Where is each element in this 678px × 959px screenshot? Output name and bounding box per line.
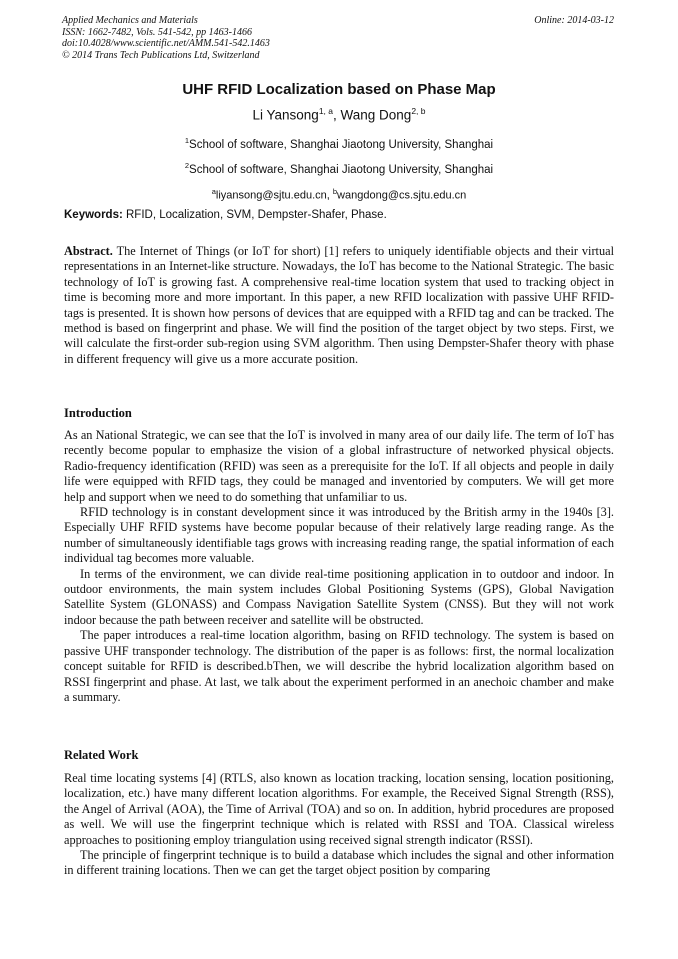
paper-title: UHF RFID Localization based on Phase Map bbox=[182, 81, 496, 98]
affiliation-text: School of software, Shanghai Jiaotong University, Shanghai bbox=[189, 138, 494, 151]
email-superscript: a bbox=[211, 187, 216, 197]
author-name: Li Yansong bbox=[252, 107, 319, 123]
email-separator: , bbox=[326, 189, 333, 202]
doi-line: doi:10.4028/www.scientific.net/AMM.541-542.1463 bbox=[62, 38, 270, 50]
paragraph: Real time locating systems [4] (RTLS, also known as location tracking, location sensing, location positioning, localization, etc.) have many different location algorithms. For example, the Received Signal Strength (RSS), the Angel of Arrival (AOA), the Time of Arrival (TOA) and so on. In addition, hybrid procedures are proposed as well. We will use the fingerprint technique which is related with RSSI and TOA. Classical wireless approaches to positioning employ triangulation using received signal strength indicator (RSSI). bbox=[64, 771, 614, 847]
online-date bbox=[534, 15, 614, 27]
paragraph: RFID technology is in constant development since it was introduced by the British army in the 1940s [3]. Especially UHF RFID systems have become popular because of their relatively large reading range. As the number of simultaneously identifiable tags grows with increasing reading range, the spatial information of each individual tag becomes more valuable. bbox=[64, 505, 614, 566]
author-line bbox=[62, 101, 616, 126]
keywords-text: RFID, Localization, SVM, Dempster-Shafer, Phase. bbox=[126, 209, 387, 221]
keywords-label: Keywords: bbox=[64, 209, 123, 221]
title-block bbox=[62, 80, 616, 203]
section-heading-introduction: Introduction bbox=[64, 406, 132, 420]
author-name: Wang Dong bbox=[340, 107, 412, 123]
paragraph: The paper introduces a real-time location algorithm, basing on RFID technology. The system is based on passive UHF transponder technology. The distribution of the paper is as follows: first, the normal localization concept suitable for RFID is described.bThen, we will describe the hybrid localization algorithm based on RSSI fingerprint and phase. At last, we talk about the experiment performed in an anechoic chamber and make a summary. bbox=[64, 628, 614, 704]
issn-line: ISSN: 1662-7482, Vols. 541-542, pp 1463-1466 bbox=[62, 26, 252, 38]
author-superscript: 1, a bbox=[318, 106, 333, 116]
introduction-body bbox=[64, 428, 614, 705]
online-date-text: Online: 2014-03-12 bbox=[534, 15, 614, 26]
affiliation-superscript: 1 bbox=[184, 135, 190, 145]
abstract bbox=[64, 244, 614, 367]
related-work-body bbox=[64, 771, 614, 879]
abstract-text: The Internet of Things (or IoT for short) [1] refers to uniquely identifiable objects and their virtual representations in an Internet-like structure. Nowadays, the IoT has become to the National Strategic. The basic technology of IoT is growing fast. A comprehensive real-time location system that used to tracking object in time is becoming more and more important. In this paper, a new RFID localization with passive UHF RFID-tags is presented. It is shown how persons of devices that are equipped with a RFID tag and can be tracked. The method is based on fingerprint and phase. We will find the position of the target object by two steps. First, we will calculate the first-order sub-region using SVM algorithm. Then using Dempster-Shafer theory with phase in different frequency will give us a more accurate position. bbox=[64, 244, 614, 366]
copyright-line: © 2014 Trans Tech Publications Ltd, Switzerland bbox=[62, 49, 260, 61]
affiliation-text: School of software, Shanghai Jiaotong University, Shanghai bbox=[189, 164, 494, 177]
affiliation-superscript: 2 bbox=[184, 161, 190, 171]
email-superscript: b bbox=[332, 187, 338, 197]
affiliation-1 bbox=[62, 134, 616, 152]
keywords bbox=[64, 208, 616, 222]
email-line bbox=[62, 185, 616, 203]
paragraph: As an National Strategic, we can see that the IoT is involved in many area of our daily life. The term of IoT has recently become popular to emphasize the vision of a global infrastructure of networked physical objects. Radio-frequency identification (RFID) was seen as a prerequisite for the IoT. If all objects and people in daily life were equipped with RFID tags, they could be managed and inventoried by computers. We will get more help and support when we need to do something that unfamiliar to us. bbox=[64, 428, 614, 504]
journal-header bbox=[62, 15, 270, 61]
abstract-label: Abstract. bbox=[64, 244, 113, 258]
section-heading-related-work: Related Work bbox=[64, 748, 139, 762]
author-superscript: 2, b bbox=[411, 106, 426, 116]
abstract-paragraph bbox=[64, 244, 614, 367]
paragraph: In terms of the environment, we can divide real-time positioning application in to outdoor and indoor. In outdoor environments, the main system includes Global Positioning Systems (GPS), Global Navigation Satellite System (GLONASS) and Compass Navigation Satellite System (CNSS). But they will not work indoor because the path between receiver and satellite will be obstructed. bbox=[64, 566, 614, 627]
email-address: liyansong@sjtu.edu.cn bbox=[215, 189, 327, 202]
journal-name: Applied Mechanics and Materials bbox=[62, 15, 198, 26]
paragraph: The principle of fingerprint technique is to build a database which includes the signal and other information in different training locations. Then we can get the target object position by comparing bbox=[64, 848, 614, 878]
affiliation-2 bbox=[62, 159, 616, 177]
email-address: wangdong@cs.sjtu.edu.cn bbox=[337, 189, 467, 202]
author-separator: , bbox=[333, 107, 341, 123]
